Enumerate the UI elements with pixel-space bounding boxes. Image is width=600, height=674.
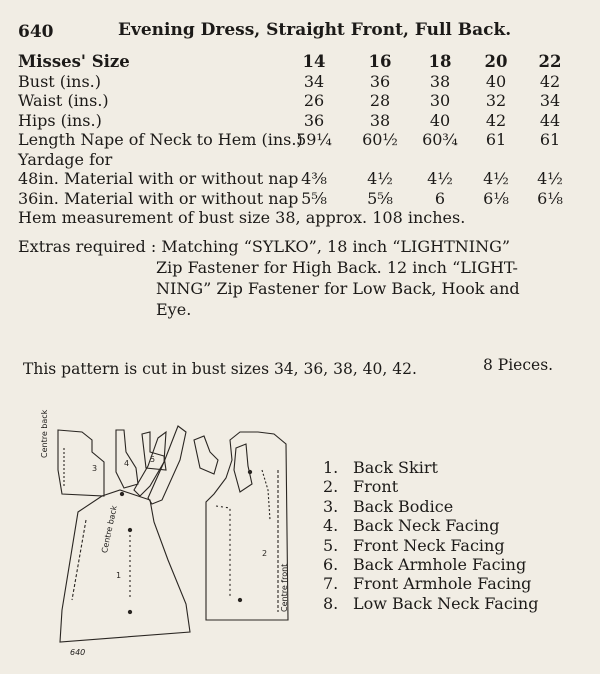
cell: 4½ [537, 169, 563, 188]
piece-number-1: 1 [116, 571, 122, 580]
row-label: 36in. Material with or without nap [18, 188, 299, 208]
cell: 38 [429, 71, 451, 91]
list-item: 7. Front Armhole Facing [323, 574, 532, 594]
cell: 26 [303, 91, 325, 110]
page-title: Evening Dress, Straight Front, Full Back. [118, 20, 512, 40]
cell: 60¾ [422, 130, 458, 149]
cell: 34 [303, 71, 325, 91]
back-bodice-piece [58, 430, 104, 496]
piece-number-3: 3 [92, 464, 98, 473]
cell: 42 [485, 110, 507, 130]
row-label: Hips (ins.) [18, 110, 102, 130]
piece-number-5: 5 [150, 455, 156, 464]
size-col: 14 [302, 52, 326, 71]
cell: 61 [539, 130, 561, 149]
cell: 4½ [427, 169, 453, 188]
size-col: 20 [484, 52, 508, 71]
centre-front-label: Centre front [280, 563, 289, 612]
cell: 61 [485, 130, 507, 149]
cell: 4½ [367, 169, 393, 188]
extras-line: Extras required : Matching “SYLKO”, 18 inch “LIGHTNING” [18, 237, 511, 256]
cell: 5⅝ [301, 188, 327, 208]
cell: 34 [539, 91, 561, 110]
front-armhole-facing-piece [194, 436, 218, 474]
piece-number-2: 2 [262, 549, 268, 558]
extras-line: Eye. [156, 300, 192, 319]
cell: 38 [369, 110, 391, 130]
cell: 36 [303, 110, 325, 130]
cell: 60½ [362, 130, 398, 149]
row-label: Yardage for [18, 149, 113, 169]
list-item: 8. Low Back Neck Facing [323, 593, 539, 613]
cell: 4½ [483, 169, 509, 188]
front-bodice-piece [234, 444, 252, 492]
centre-back-label: Centre back [100, 504, 119, 554]
piece-number-4: 4 [124, 459, 130, 468]
cell: 42 [539, 71, 561, 91]
cell: 5⅝ [367, 188, 393, 208]
cell: 6⅛ [483, 188, 509, 208]
list-item: 5. Front Neck Facing [323, 535, 505, 555]
centre-back-label: Centre back [40, 409, 49, 458]
cell: 32 [485, 91, 507, 110]
cell: 40 [429, 110, 451, 130]
low-back-neck-facing-piece [148, 426, 186, 504]
pattern-number: 640 [18, 22, 54, 42]
pieces-legend [323, 458, 538, 613]
cell: 36 [369, 71, 391, 91]
cell: 4⅜ [301, 169, 327, 188]
list-item: 4. Back Neck Facing [323, 516, 500, 536]
list-item: 2. Front [323, 477, 399, 497]
cell: 6⅛ [537, 188, 563, 208]
cell: 40 [485, 71, 507, 91]
size-col: 16 [368, 52, 392, 71]
back-skirt-piece [60, 490, 190, 642]
row-label: 48in. Material with or without nap [18, 169, 299, 188]
row-label: Length Nape of Neck to Hem (ins.) [18, 130, 303, 149]
row-label: Bust (ins.) [18, 71, 101, 91]
size-col: 18 [428, 52, 452, 71]
pieces-count: 8 Pieces. [483, 356, 554, 374]
cut-note: This pattern is cut in bust sizes 34, 36, 38, 40, 42. [23, 360, 417, 378]
hem-note: Hem measurement of bust size 38, approx. 108 inches. [18, 208, 466, 227]
cell: 6 [434, 188, 446, 208]
extras-line: NING” Zip Fastener for Low Back, Hook and [156, 279, 520, 298]
cell: 28 [369, 91, 391, 110]
cell: 30 [429, 91, 451, 110]
list-item: 1. Back Skirt [323, 458, 438, 477]
size-col: 22 [538, 52, 562, 71]
pattern-number-sketch: 640 [70, 648, 86, 657]
cell: 44 [539, 110, 561, 130]
size-label: Misses' Size [18, 52, 130, 71]
extras-line: Zip Fastener for High Back. 12 inch “LIGHT- [156, 258, 518, 277]
cell: 59¼ [296, 130, 332, 149]
list-item: 3. Back Bodice [323, 496, 454, 516]
list-item: 6. Back Armhole Facing [323, 555, 527, 575]
row-label: Waist (ins.) [18, 91, 109, 110]
